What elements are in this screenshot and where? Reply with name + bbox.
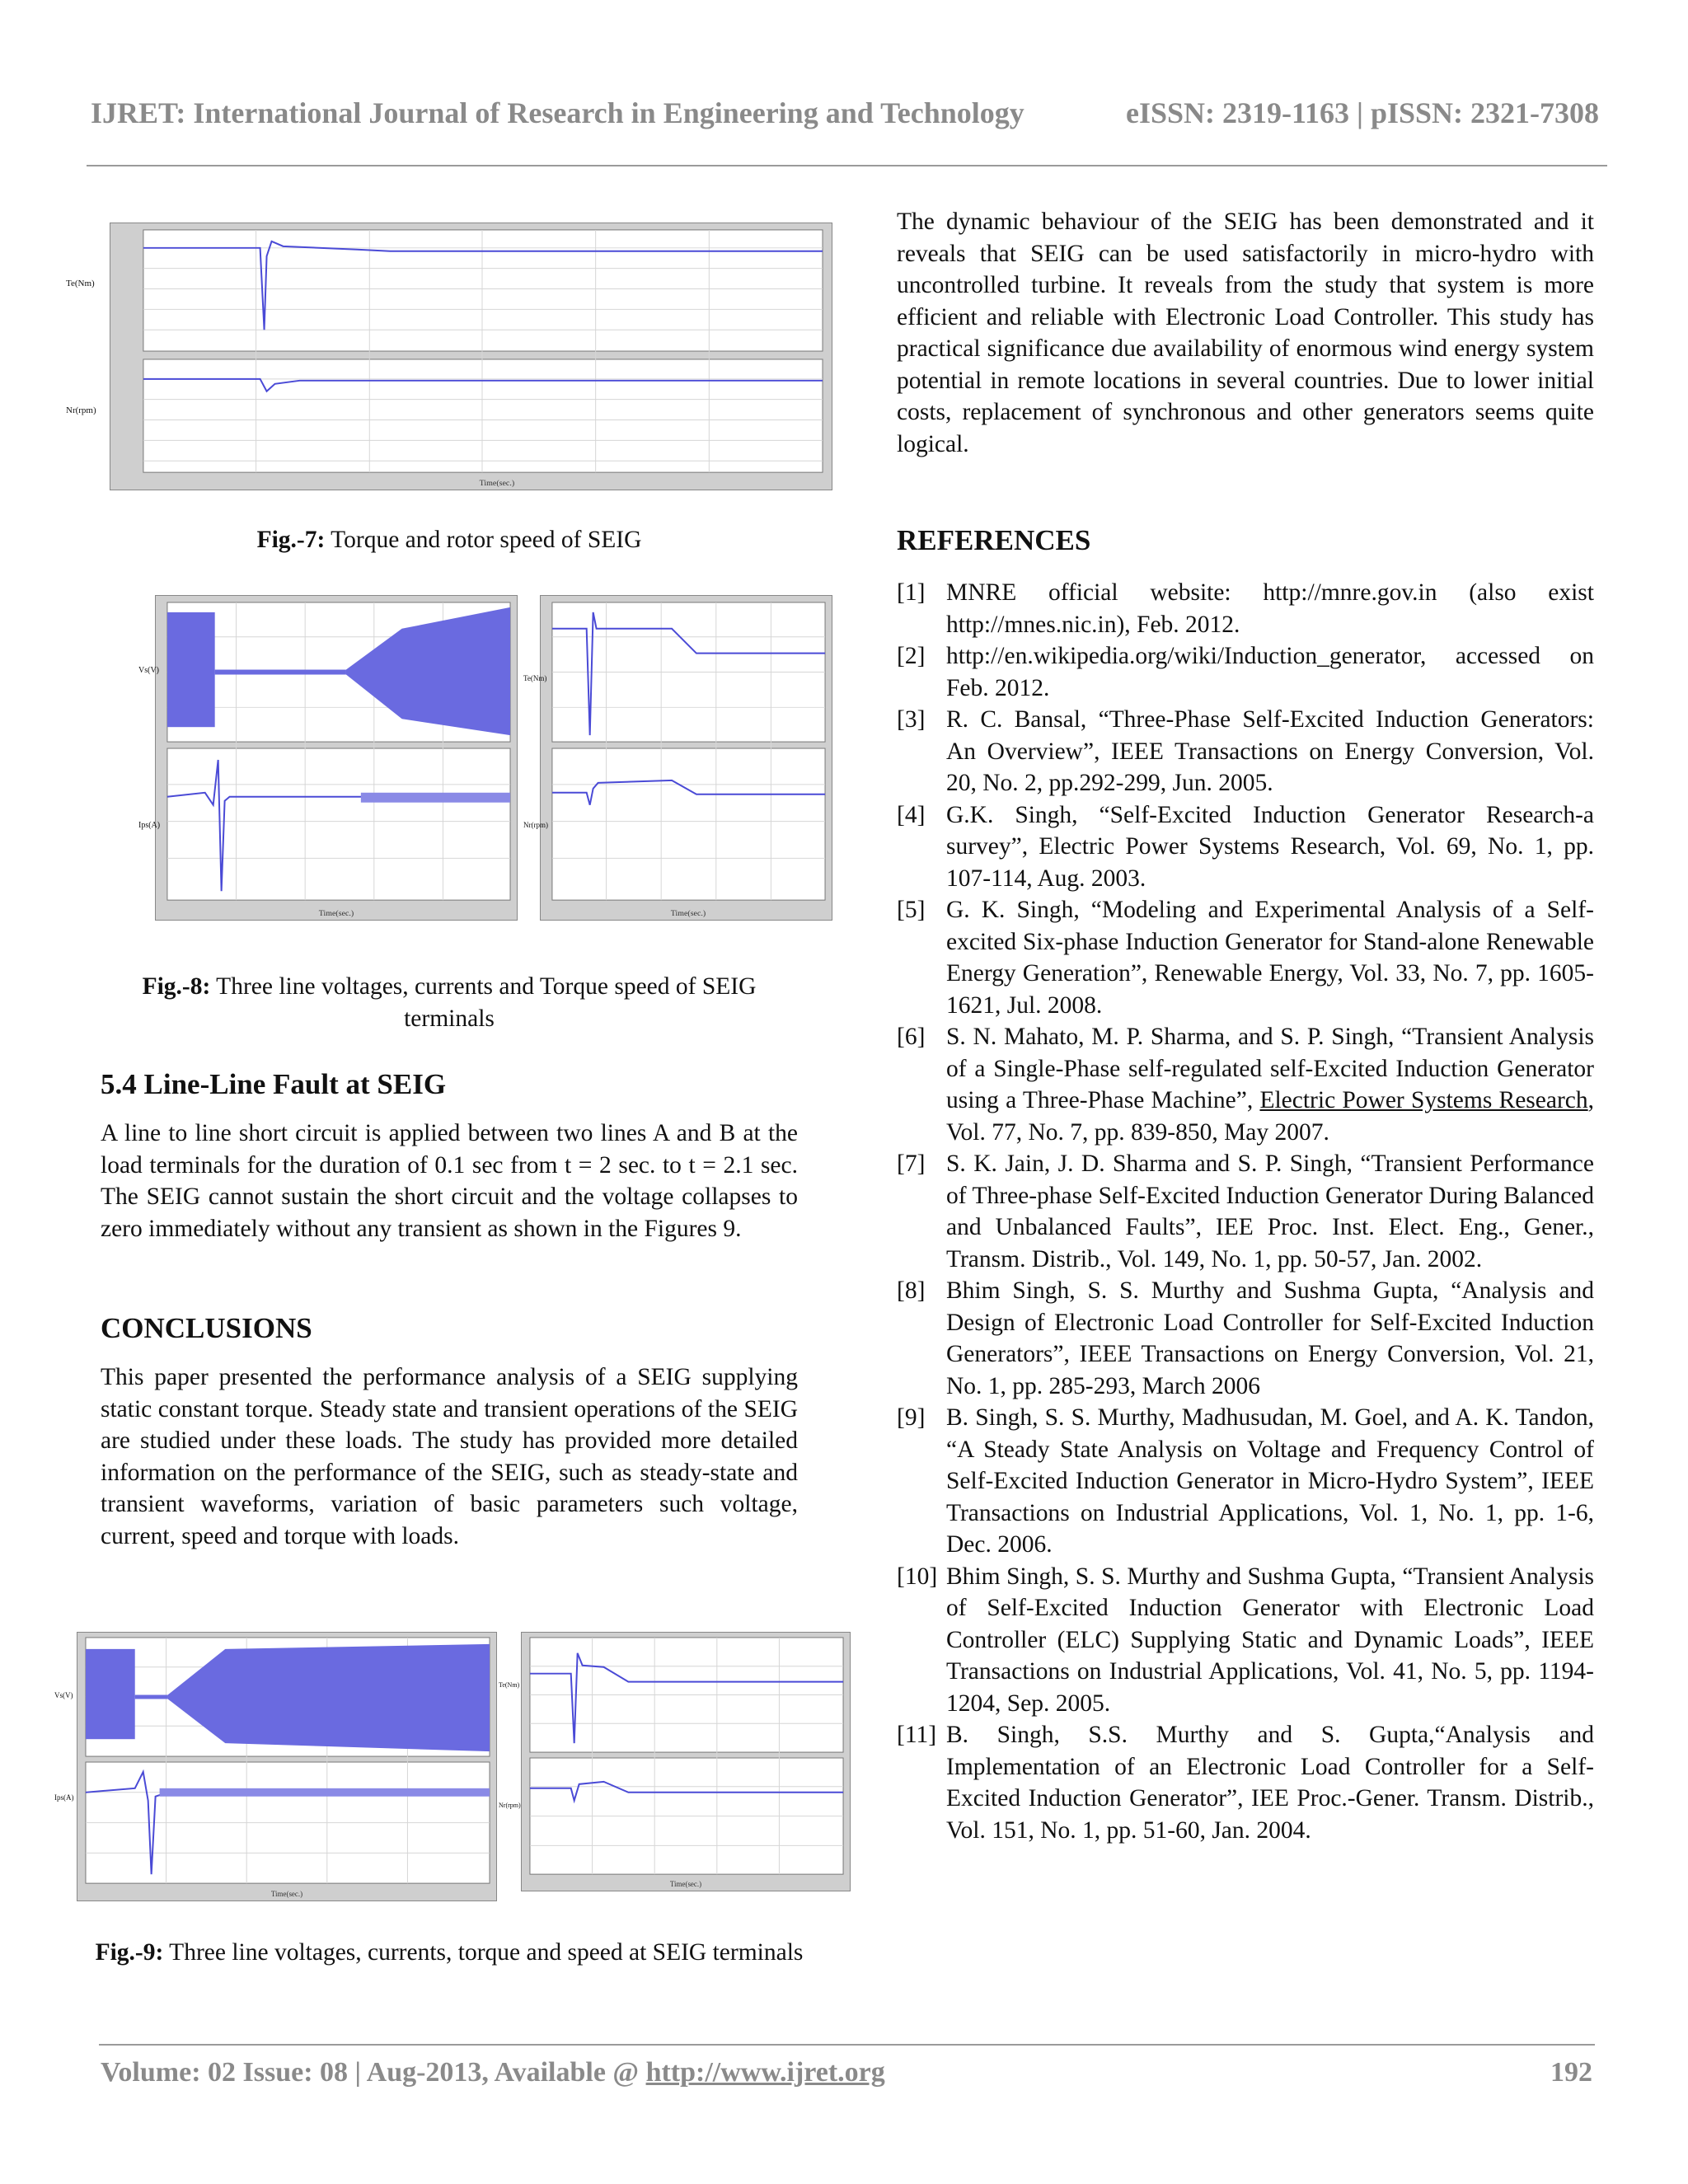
fig8-right-top-label: Te(Nm) — [523, 674, 547, 682]
svg-text:Time(sec.): Time(sec.) — [670, 909, 706, 919]
fig9-right-image — [521, 1632, 851, 1891]
section-5-4-heading: 5.4 Line-Line Fault at SEIG — [101, 1068, 447, 1100]
reference-item: [2] http://en.wikipedia.org/wiki/Induction_generator, accessed on Feb. 2012. — [897, 643, 1594, 701]
reference-item: [4] G.K. Singh, “Self-Excited Induction Generator Research-a survey”, Electric Power Systems Research, Vol. 69, No. 1, pp. 107-114, Aug. 2003. — [897, 801, 1594, 892]
fig7-y-label-top: Te(Nm) — [66, 279, 95, 288]
header-divider — [87, 165, 1607, 166]
journal-issn: eISSN: 2319-1163 | pISSN: 2321-7308 — [1126, 96, 1599, 129]
fig7-y-label-bottom: Nr(rpm) — [66, 405, 96, 415]
fig9-left-image — [77, 1632, 497, 1901]
fig9-right-bottom-label: Nr(rpm) — [499, 1802, 521, 1809]
footer-url-link[interactable]: http://www.ijret.org — [645, 2057, 885, 2088]
fig9-caption — [91, 1937, 808, 1969]
fig8-left-image — [155, 595, 518, 921]
fig7-caption-label: Fig.-7: — [256, 527, 326, 553]
fig8-right-image — [540, 595, 832, 921]
fig8-caption-text: Three line voltages, currents and Torque speed of SEIG terminals — [210, 973, 757, 1032]
fig9-caption-label: Fig.-9: — [95, 1939, 164, 1966]
fig8-right-bottom-label: Nr(rpm) — [523, 821, 548, 829]
svg-text:Time(sec.): Time(sec.) — [270, 1890, 303, 1899]
fig7-xlabel: Time(sec.) — [479, 479, 515, 489]
fig7-caption — [99, 524, 799, 556]
svg-text:Time(sec.): Time(sec.) — [669, 1880, 702, 1889]
reference-item: [1] MNRE official website: http://mnre.gov.in (also exist http://mnes.nic.in), Feb. 2012. — [897, 579, 1594, 638]
reference-item: [5] G. K. Singh, “Modeling and Experimental Analysis of a Self-excited Six-phase Induction Generator for Stand-alone Renewable Energy Generation”, Renewable Energy, Vol. 33, No. 7, pp. 1605-1621, Jul. 2008. — [897, 897, 1594, 1019]
footer-volume: Volume: 02 Issue: 08 | Aug-2013, Available @ http://www.ijret.org — [101, 2057, 885, 2088]
fig7-image — [110, 223, 832, 490]
reference-item: [7] S. K. Jain, J. D. Sharma and S. P. Singh, “Transient Performance of Three-phase Self-Excited Induction Generator During Balanced and Unbalanced Faults”, IEE Proc. Inst. Elect. Eng., Gener., Transm. Distrib., Vol. 149, No. 1, pp. 50-57, Jan. 2002. — [897, 1151, 1594, 1272]
fig7-bottom-axes — [143, 359, 823, 472]
fig8-caption — [124, 971, 775, 1034]
journal-title: IJRET: International Journal of Research in Engineering and Technology — [91, 96, 1025, 129]
fig8-left-plot — [156, 596, 517, 920]
fig9-right-top-label: Te(Nm) — [499, 1681, 520, 1689]
references-list — [897, 577, 1594, 1846]
fig9-left-plot — [77, 1633, 496, 1900]
journal-header — [91, 96, 1599, 130]
conclusions-body: This paper presented the performance analysis of a SEIG supplying static constant torque. Steady state and transient operations of the SEIG are studied under these loads. The study has provided more detailed information on the performance of the SEIG, such as steady-state and transient waveforms, variation of basic parameters such voltage, current, speed and torque with loads. — [101, 1364, 798, 1549]
page-number: 192 — [1550, 2057, 1592, 2088]
reference-item: [8] Bhim Singh, S. S. Murthy and Sushma Gupta, “Analysis and Design of Electronic Load Controller for Self-Excited Induction Generators”, IEEE Transactions on Energy Conversion, Vol. 21, No. 1, pp. 285-293, March 2006 — [897, 1277, 1594, 1399]
reference-item: [6] S. N. Mahato, M. P. Sharma, and S. P. Singh, “Transient Analysis of a Single-Phase self-regulated self-Excited Induction Generator using a Three-Phase Machine”, Electric Power Systems Research, Vol. 77, No. 7, pp. 839-850, May 2007. — [897, 1024, 1595, 1146]
fig9-caption-text: Three line voltages, currents, torque and speed at SEIG terminals — [163, 1939, 804, 1966]
fig9-left-bottom-label: Ips(A) — [54, 1793, 74, 1802]
fig9-left-top-label: Vs(V) — [54, 1691, 73, 1699]
fig8-caption-label: Fig.-8: — [142, 973, 211, 1000]
reference-item: [11] B. Singh, S.S. Murthy and S. Gupta,“Analysis and Implementation of an Electronic Load Controller for a Self-Excited Induction Generator”, IEE Proc.-Gener. Transm. Distrib., Vol. 151, No. 1, pp. 51-60, Jan. 2004. — [897, 1722, 1594, 1844]
fig8-right-plot — [541, 596, 832, 920]
reference-item: [9] B. Singh, S. S. Murthy, Madhusudan, M. Goel, and A. K. Tandon, “A Steady State Analysis on Voltage and Frequency Control of Self-Excited Induction Generator in Micro-Hydro System”, IEEE Transactions on Industrial Applications, Vol. 1, No. 1, pp. 1-6, Dec. 2006. — [897, 1404, 1594, 1558]
svg-text:Time(sec.): Time(sec.) — [318, 909, 354, 919]
fig7-caption-text: Torque and rotor speed of SEIG — [325, 527, 642, 553]
section-5-4-body: A line to line short circuit is applied between two lines A and B at the load terminals for the duration of 0.1 sec from t = 2 sec. to t = 2.1 sec. The SEIG cannot sustain the short circuit and the voltage collapses to zero immediately without any transient as shown in the Figures 9. — [101, 1120, 798, 1242]
reference-journal-link[interactable]: Electric Power Systems Research — [1259, 1087, 1588, 1113]
fig7-plot — [110, 223, 832, 490]
conclusions-continued: The dynamic behaviour of the SEIG has been demonstrated and it reveals that SEIG can be used satisfactorily in micro-hydro with uncontrolled turbine. It reveals from the study that system is more efficient and reliable with Electronic Load Controller. This study has practical significance due availability of enormous wind energy system potential in remote locations in several countries. Due to lower initial costs, replacement of synchronous and other generators seems quite logical. — [897, 209, 1594, 457]
conclusions-heading: CONCLUSIONS — [101, 1312, 312, 1344]
fig8-left-top-label: Vs(V) — [138, 666, 159, 675]
footer-divider — [99, 2044, 1595, 2046]
fig9-right-plot — [522, 1633, 850, 1891]
reference-item: [10] Bhim Singh, S. S. Murthy and Sushma Gupta, “Transient Analysis of Self-Excited Induction Generator with Electronic Load Controller (ELC) Supplying Static and Dynamic Loads”, IEEE Transactions on Industrial Applications, Vol. 41, No. 5, pp. 1194-1204, Sep. 2005. — [897, 1563, 1594, 1717]
references-heading: REFERENCES — [897, 524, 1091, 556]
page-footer — [101, 2057, 1592, 2088]
fig8-left-bottom-label: Ips(A) — [138, 821, 161, 830]
reference-item: [3] R. C. Bansal, “Three-Phase Self-Excited Induction Generators: An Overview”, IEEE Transactions on Energy Conversion, Vol. 20, No. 2, pp.292-299, Jun. 2005. — [897, 706, 1594, 796]
